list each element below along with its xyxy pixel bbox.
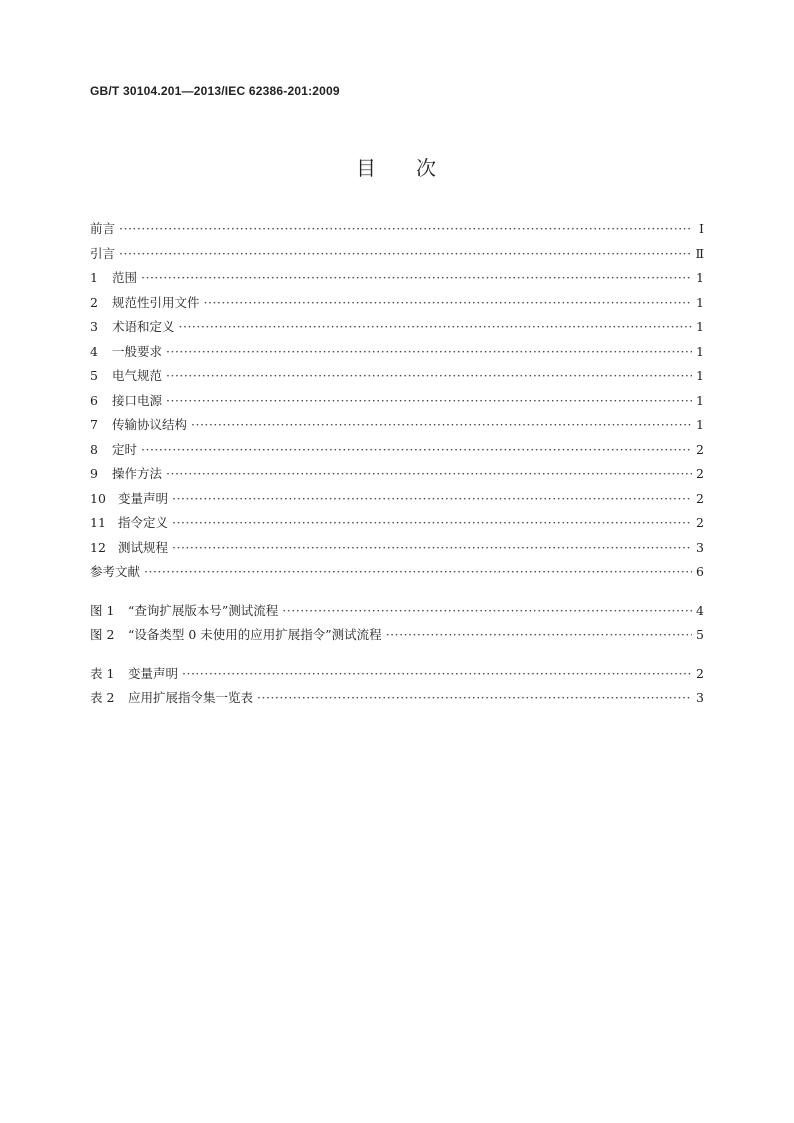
page-title xyxy=(0,152,794,181)
toc-page: 2 xyxy=(696,515,704,530)
figure-entry-2[interactable] xyxy=(90,623,704,648)
figure-label: “查询扩展版本号”测试流程 xyxy=(128,602,279,618)
toc-label: 范围 xyxy=(112,270,138,285)
toc-page: 1 xyxy=(696,319,704,334)
table-number: 表 1 xyxy=(90,665,115,681)
toc-entry-5[interactable] xyxy=(90,364,704,389)
figure-page: 4 xyxy=(696,602,704,618)
table-label: 变量声明 xyxy=(128,665,179,681)
leader-dots xyxy=(182,662,692,687)
toc-page: 2 xyxy=(696,466,704,481)
toc-page: 1 xyxy=(696,392,704,408)
section-spacer xyxy=(90,648,704,662)
toc-number: 9 xyxy=(90,466,98,481)
toc-entry-8[interactable] xyxy=(90,438,704,463)
toc-label: 电气规范 xyxy=(112,368,163,383)
toc-page: 6 xyxy=(696,564,704,579)
toc-number: 3 xyxy=(90,319,98,334)
leader-dots xyxy=(166,340,692,365)
toc-number: 5 xyxy=(90,368,98,383)
toc-page: 3 xyxy=(696,539,704,555)
toc-entry-12[interactable] xyxy=(90,536,704,561)
toc-number: 1 xyxy=(90,270,98,285)
toc-entry-introduction[interactable] xyxy=(90,242,704,267)
table-entry-1[interactable] xyxy=(90,662,704,687)
leader-dots xyxy=(191,413,692,438)
leader-dots xyxy=(172,536,692,561)
toc-label: 规范性引用文件 xyxy=(112,294,200,310)
figure-page: 5 xyxy=(696,627,704,642)
leader-dots xyxy=(172,511,692,536)
toc-entry-3[interactable] xyxy=(90,315,704,340)
toc-label: 操作方法 xyxy=(112,466,163,481)
toc-number: 4 xyxy=(90,343,98,359)
figure-number: 图 2 xyxy=(90,627,115,642)
toc-entry-foreword[interactable] xyxy=(90,217,704,242)
figure-label: “设备类型 0 未使用的应用扩展指令”测试流程 xyxy=(128,627,382,642)
leader-dots xyxy=(166,462,692,487)
toc-label: 一般要求 xyxy=(112,343,163,359)
table-number: 表 2 xyxy=(90,690,115,705)
table-of-contents xyxy=(90,217,704,711)
leader-dots xyxy=(172,487,692,512)
toc-label: 测试规程 xyxy=(118,539,169,555)
toc-label: 参考文献 xyxy=(90,564,141,579)
toc-number: 8 xyxy=(90,441,98,457)
toc-label: 术语和定义 xyxy=(112,319,175,334)
toc-label: 接口电源 xyxy=(112,392,163,408)
section-spacer xyxy=(90,585,704,599)
toc-page: 1 xyxy=(696,270,704,285)
title-char-2: 次 xyxy=(416,156,438,180)
title-char-1: 目 xyxy=(356,156,378,180)
toc-entry-9[interactable] xyxy=(90,462,704,487)
toc-page: 1 xyxy=(696,368,704,383)
toc-entry-2[interactable] xyxy=(90,291,704,316)
leader-dots xyxy=(166,364,692,389)
toc-entry-6[interactable] xyxy=(90,389,704,414)
toc-entry-4[interactable] xyxy=(90,340,704,365)
toc-page: Ⅰ xyxy=(699,221,704,236)
leader-dots xyxy=(257,686,692,711)
toc-entry-bibliography[interactable] xyxy=(90,560,704,585)
toc-number: 7 xyxy=(90,417,98,432)
table-page: 3 xyxy=(696,690,704,705)
leader-dots xyxy=(119,242,691,267)
leader-dots xyxy=(141,438,692,463)
leader-dots xyxy=(204,291,692,316)
toc-entry-11[interactable] xyxy=(90,511,704,536)
toc-label: 变量声明 xyxy=(118,490,169,506)
figure-number: 图 1 xyxy=(90,602,115,618)
leader-dots xyxy=(119,217,692,242)
toc-label: 引言 xyxy=(90,245,116,261)
toc-label: 前言 xyxy=(90,221,116,236)
toc-page: 2 xyxy=(696,490,704,506)
toc-page: Ⅱ xyxy=(695,245,704,261)
leader-dots xyxy=(282,599,692,624)
toc-entry-7[interactable] xyxy=(90,413,704,438)
table-entry-2[interactable] xyxy=(90,686,704,711)
toc-page: 1 xyxy=(696,417,704,432)
toc-page: 2 xyxy=(696,441,704,457)
figure-entry-1[interactable] xyxy=(90,599,704,624)
leader-dots xyxy=(166,389,692,414)
toc-number: 2 xyxy=(90,294,98,310)
toc-entry-1[interactable] xyxy=(90,266,704,291)
leader-dots xyxy=(144,560,692,585)
standard-code: GB/T 30104.201—2013/IEC 62386-201:2009 xyxy=(90,84,340,98)
leader-dots xyxy=(179,315,692,340)
leader-dots xyxy=(386,623,692,648)
toc-number: 6 xyxy=(90,392,98,408)
toc-number: 12 xyxy=(90,539,106,555)
toc-number: 11 xyxy=(90,515,106,530)
toc-label: 指令定义 xyxy=(118,515,169,530)
leader-dots xyxy=(141,266,692,291)
toc-label: 传输协议结构 xyxy=(112,417,188,432)
toc-entry-10[interactable] xyxy=(90,487,704,512)
toc-page: 1 xyxy=(696,294,704,310)
toc-label: 定时 xyxy=(112,441,138,457)
toc-page: 1 xyxy=(696,343,704,359)
table-page: 2 xyxy=(696,665,704,681)
table-label: 应用扩展指令集一览表 xyxy=(128,690,254,705)
toc-number: 10 xyxy=(90,490,106,506)
